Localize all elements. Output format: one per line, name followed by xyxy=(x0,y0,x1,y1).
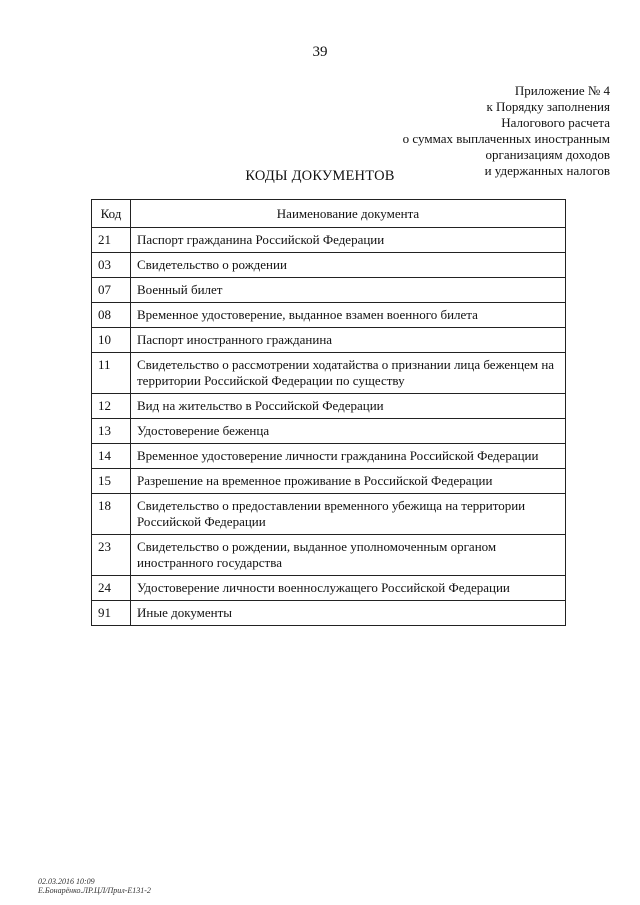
document-name: Свидетельство о рассмотрении ходатайства о признании лица беженцем на территории Российской Федерации по существу xyxy=(131,353,566,394)
appendix-header xyxy=(330,83,610,179)
appendix-line: Приложение № 4 xyxy=(514,83,610,98)
document-code: 13 xyxy=(92,419,131,444)
table-row xyxy=(92,228,566,253)
document-name: Временное удостоверение, выданное взамен военного билета xyxy=(131,303,566,328)
document-code: 08 xyxy=(92,303,131,328)
appendix-line: организациям доходов xyxy=(485,147,610,162)
table-row xyxy=(92,469,566,494)
table-row xyxy=(92,419,566,444)
document-code: 07 xyxy=(92,278,131,303)
footer-file-reference: Е.Бонарёнко.ЛР.ЦЛ/Прил-Е131-2 xyxy=(38,886,151,895)
appendix-line: Налогового расчета xyxy=(501,115,610,130)
column-header-code: Код xyxy=(92,200,131,228)
document-codes-table xyxy=(91,199,566,626)
document-name: Удостоверение личности военнослужащего Российской Федерации xyxy=(131,576,566,601)
table-row xyxy=(92,535,566,576)
document-name: Свидетельство о предоставлении временного убежища на территории Российской Федерации xyxy=(131,494,566,535)
document-code: 03 xyxy=(92,253,131,278)
table-row xyxy=(92,494,566,535)
page-number: 39 xyxy=(312,44,328,60)
appendix-line: и удержанных налогов xyxy=(484,163,610,178)
document-name: Вид на жительство в Российской Федерации xyxy=(131,394,566,419)
document-code: 21 xyxy=(92,228,131,253)
document-name: Временное удостоверение личности гражданина Российской Федерации xyxy=(131,444,566,469)
document-name: Свидетельство о рождении xyxy=(131,253,566,278)
table-row xyxy=(92,576,566,601)
column-header-name: Наименование документа xyxy=(131,200,566,228)
document-name: Свидетельство о рождении, выданное уполномоченным органом иностранного государства xyxy=(131,535,566,576)
table-row xyxy=(92,444,566,469)
footer-timestamp: 02.03.2016 10:09 xyxy=(38,877,95,886)
document-code: 23 xyxy=(92,535,131,576)
document-code: 12 xyxy=(92,394,131,419)
table-row xyxy=(92,394,566,419)
document-code: 91 xyxy=(92,601,131,626)
document-code: 11 xyxy=(92,353,131,394)
document-code: 14 xyxy=(92,444,131,469)
appendix-line: к Порядку заполнения xyxy=(486,99,610,114)
table-row xyxy=(92,328,566,353)
document-name: Паспорт гражданина Российской Федерации xyxy=(131,228,566,253)
document-name: Разрешение на временное проживание в Российской Федерации xyxy=(131,469,566,494)
document-name: Иные документы xyxy=(131,601,566,626)
document-footer xyxy=(38,877,151,895)
table-row xyxy=(92,353,566,394)
table-row xyxy=(92,303,566,328)
document-code: 15 xyxy=(92,469,131,494)
appendix-line: о суммах выплаченных иностранным xyxy=(402,131,610,146)
document-name: Паспорт иностранного гражданина xyxy=(131,328,566,353)
table-row xyxy=(92,278,566,303)
table-row xyxy=(92,253,566,278)
table-title: КОДЫ ДОКУМЕНТОВ xyxy=(245,168,395,184)
document-name: Военный билет xyxy=(131,278,566,303)
document-code: 24 xyxy=(92,576,131,601)
document-code: 18 xyxy=(92,494,131,535)
document-code: 10 xyxy=(92,328,131,353)
table-header-row xyxy=(92,200,566,228)
document-name: Удостоверение беженца xyxy=(131,419,566,444)
table-row xyxy=(92,601,566,626)
